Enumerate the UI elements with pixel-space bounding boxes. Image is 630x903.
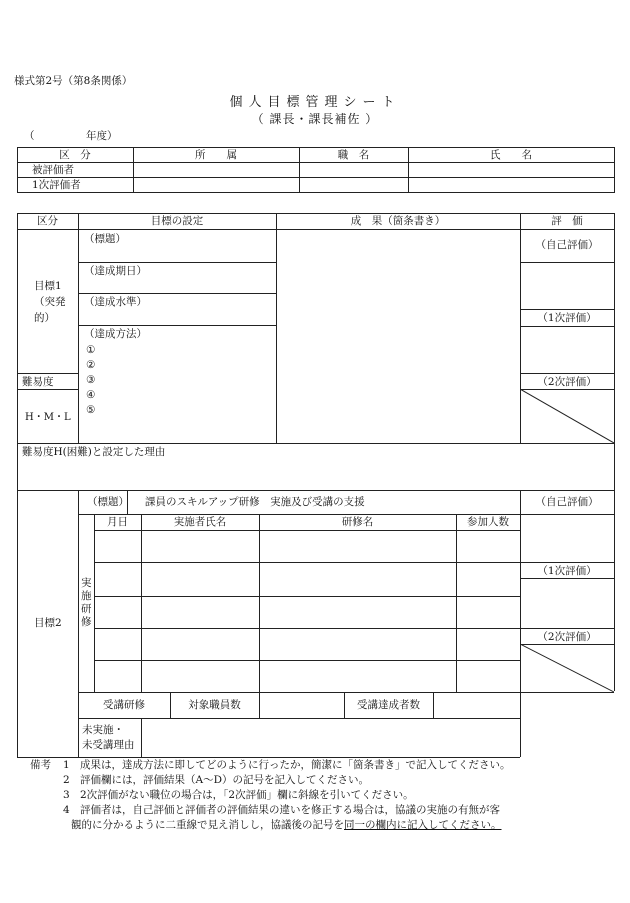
goal2-label: 目標2 — [34, 617, 62, 629]
goal1-title-field: （標題） — [84, 233, 126, 245]
goal1-second-eval: （2次評価） — [537, 376, 597, 388]
form-number: 様式第2号（第8条関係） — [14, 75, 133, 87]
col-position: 職 名 — [337, 149, 370, 161]
note-2-text: 評価欄には，評価結果（A〜D）の記号を記入してください。 — [80, 774, 370, 786]
year-label: 年度） — [86, 130, 118, 142]
goal1-first-eval: （1次評価） — [537, 312, 597, 324]
difficulty-options: H・M・L — [25, 412, 71, 423]
goal-col-evaluation: 評 価 — [551, 215, 583, 227]
side-label-4: 修 — [81, 616, 92, 628]
goal2-self-eval: （自己評価） — [535, 496, 599, 508]
note-1-num: 1 — [63, 759, 70, 771]
goal2-title-label: （標題） — [87, 496, 129, 508]
page-subtitle: （ 課長・課長補佐 ） — [251, 112, 379, 126]
summary-target-staff: 対象職員数 — [188, 699, 241, 711]
row-first-evaluator: 1次評価者 — [32, 179, 81, 191]
goal-col-setting: 目標の設定 — [150, 215, 204, 227]
goal2-first-eval: （1次評価） — [537, 565, 597, 577]
year-open-paren: （ — [24, 130, 35, 142]
note-4-line2: 観的に分かるように二重線で見え消しし，協議後の記号を — [71, 819, 344, 831]
note-3-text: 2次評価がない職位の場合は，「2次評価」欄に斜線を引いてください。 — [80, 789, 414, 801]
goal1-label-line1: 目標1 — [34, 280, 62, 292]
page-title: 個人目標管理シート — [229, 95, 401, 110]
goal2-title-text: 課員のスキルアップ研修 実施及び受講の支援 — [145, 496, 365, 508]
note-4-underlined: 同一の欄内に記入してください。 — [344, 819, 502, 831]
notes-heading: 備考 — [30, 759, 51, 771]
note-4-continuation — [71, 820, 502, 831]
goal1-level-field: （達成水準） — [84, 296, 147, 308]
note-2-num: 2 — [63, 774, 70, 786]
goal1-self-eval: （自己評価） — [535, 239, 599, 251]
goal1-label-line3: 的） — [34, 312, 55, 324]
note-3-num: 3 — [63, 789, 70, 801]
col-category: 区 分 — [59, 149, 91, 161]
goal1-second-eval-slash — [520, 389, 614, 443]
training-col-instructor: 実施者氏名 — [173, 516, 227, 528]
side-label-3: 研 — [81, 603, 92, 615]
method-item-3: ③ — [86, 374, 96, 386]
method-item-2: ② — [86, 359, 96, 371]
not-done-label-1: 未実施・ — [82, 724, 124, 736]
goal1-method-field: （達成方法） — [84, 328, 147, 340]
training-col-name: 研修名 — [341, 516, 374, 528]
row-evaluatee: 被評価者 — [32, 164, 74, 176]
training-col-participants: 参加人数 — [467, 516, 509, 528]
note-4-num: 4 — [63, 804, 70, 816]
difficulty-reason-label: 難易度H(困難)と設定した理由 — [22, 446, 166, 458]
side-label-1: 実 — [81, 577, 92, 589]
goal1-label-line2: （突発 — [34, 296, 66, 308]
note-4-text: 評価者は，自己評価と評価者の評価結果の違いを修正する場合は，協議の実施の有無が客 — [80, 804, 500, 816]
training-col-date: 月日 — [107, 516, 128, 528]
col-name: 氏 名 — [490, 149, 532, 161]
goal1-deadline-field: （達成期日） — [84, 265, 147, 277]
difficulty-label: 難易度 — [22, 376, 54, 388]
goal2-second-eval-slash — [520, 644, 614, 692]
goal-col-results: 成 果（箇条書き） — [350, 215, 446, 227]
method-item-5: ⑤ — [86, 404, 96, 416]
summary-completed: 受講達成者数 — [357, 699, 420, 711]
side-label-2: 施 — [81, 590, 92, 602]
method-item-1: ① — [86, 344, 96, 356]
col-department: 所 属 — [195, 149, 237, 161]
method-item-4: ④ — [86, 389, 96, 401]
summary-trainings: 受講研修 — [103, 699, 145, 711]
not-done-label-2: 未受講理由 — [82, 739, 135, 751]
note-1-text: 成果は，達成方法に即してどのように行ったか，簡潔に「箇条書き」で記入してください。 — [80, 759, 511, 771]
goal2-second-eval: （2次評価） — [537, 631, 597, 643]
goal-col-category: 区分 — [37, 215, 58, 227]
